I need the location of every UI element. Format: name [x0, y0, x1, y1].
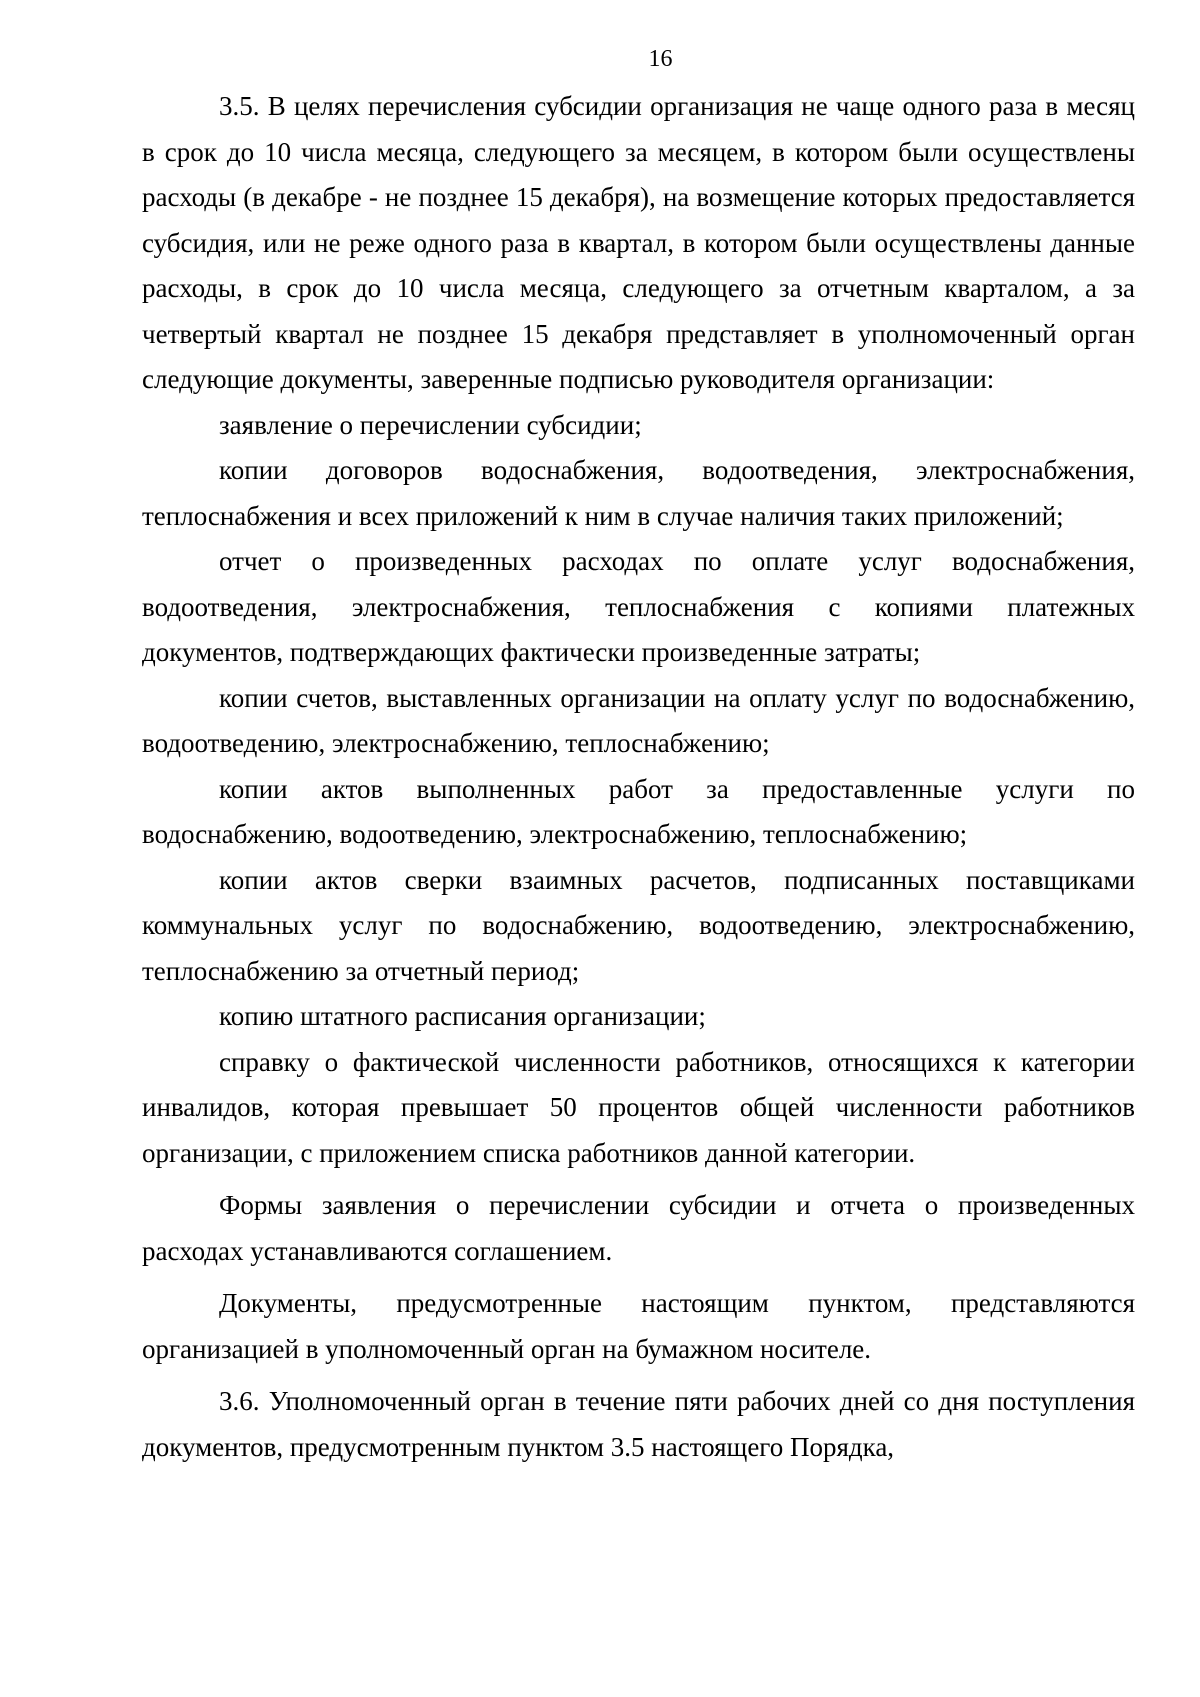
list-item-reconciliation-acts: копии актов сверки взаимных расчетов, подписанных поставщиками коммунальных услуг по водоснабжению, водоотведению, электроснабжению, теплоснабжению за отчетный период;: [142, 864, 1135, 986]
list-item-invoices: копии счетов, выставленных организации на оплату услуг по водоснабжению, водоотведению, электроснабжению, теплоснабжению;: [142, 682, 1135, 758]
page-number: 16: [648, 46, 673, 72]
list-item-expense-report: отчет о произведенных расходах по оплате услуг водоснабжения, водоотведения, электроснабжения, теплоснабжения с копиями платежных документов, подтверждающих фактически произведенные затраты;: [142, 546, 1135, 667]
paragraph-forms: Формы заявления о перечислении субсидии и отчета о произведенных расходах устанавливаются соглашением.: [142, 1190, 1135, 1266]
paragraph-paper-submission: Документы, предусмотренные настоящим пунктом, представляются организацией в уполномоченный орган на бумажном носителе.: [142, 1288, 1135, 1364]
paragraph-3-5: 3.5. В целях перечисления субсидии организация не чаще одного раза в месяц в срок до 10 числа месяца, следующего за месяцем, в котором были осуществлены расходы (в декабре - не позднее 15 декабря), на возмещение которых предоставляется субсидия, или не реже одного раза в квартал, в котором были осуществлены данные расходы, в срок до 10 числа месяца, следующего за отчетным кварталом, а за четвертый квартал не позднее 15 декабря представляет в уполномоченный орган следующие документы, заверенные подписью руководителя организации:: [142, 91, 1135, 394]
paragraph-3-6: 3.6. Уполномоченный орган в течение пяти рабочих дней со дня поступления документов, предусмотренным пунктом 3.5 настоящего Порядка,: [142, 1386, 1135, 1462]
list-item-application: заявление о перечислении субсидии;: [219, 409, 642, 440]
list-item-staff-schedule: копию штатного расписания организации;: [219, 1001, 706, 1031]
list-item-work-acts: копии актов выполненных работ за предоставленные услуги по водоснабжению, водоотведению, электроснабжению, теплоснабжению;: [142, 773, 1135, 849]
list-item-contracts: копии договоров водоснабжения, водоотведения, электроснабжения, теплоснабжения и всех приложений к ним в случае наличия таких приложений;: [142, 455, 1135, 531]
list-item-headcount-certificate: справку о фактической численности работников, относящихся к категории инвалидов, которая превышает 50 процентов общей численности работников организации, с приложением списка работников данной категории.: [142, 1046, 1135, 1168]
